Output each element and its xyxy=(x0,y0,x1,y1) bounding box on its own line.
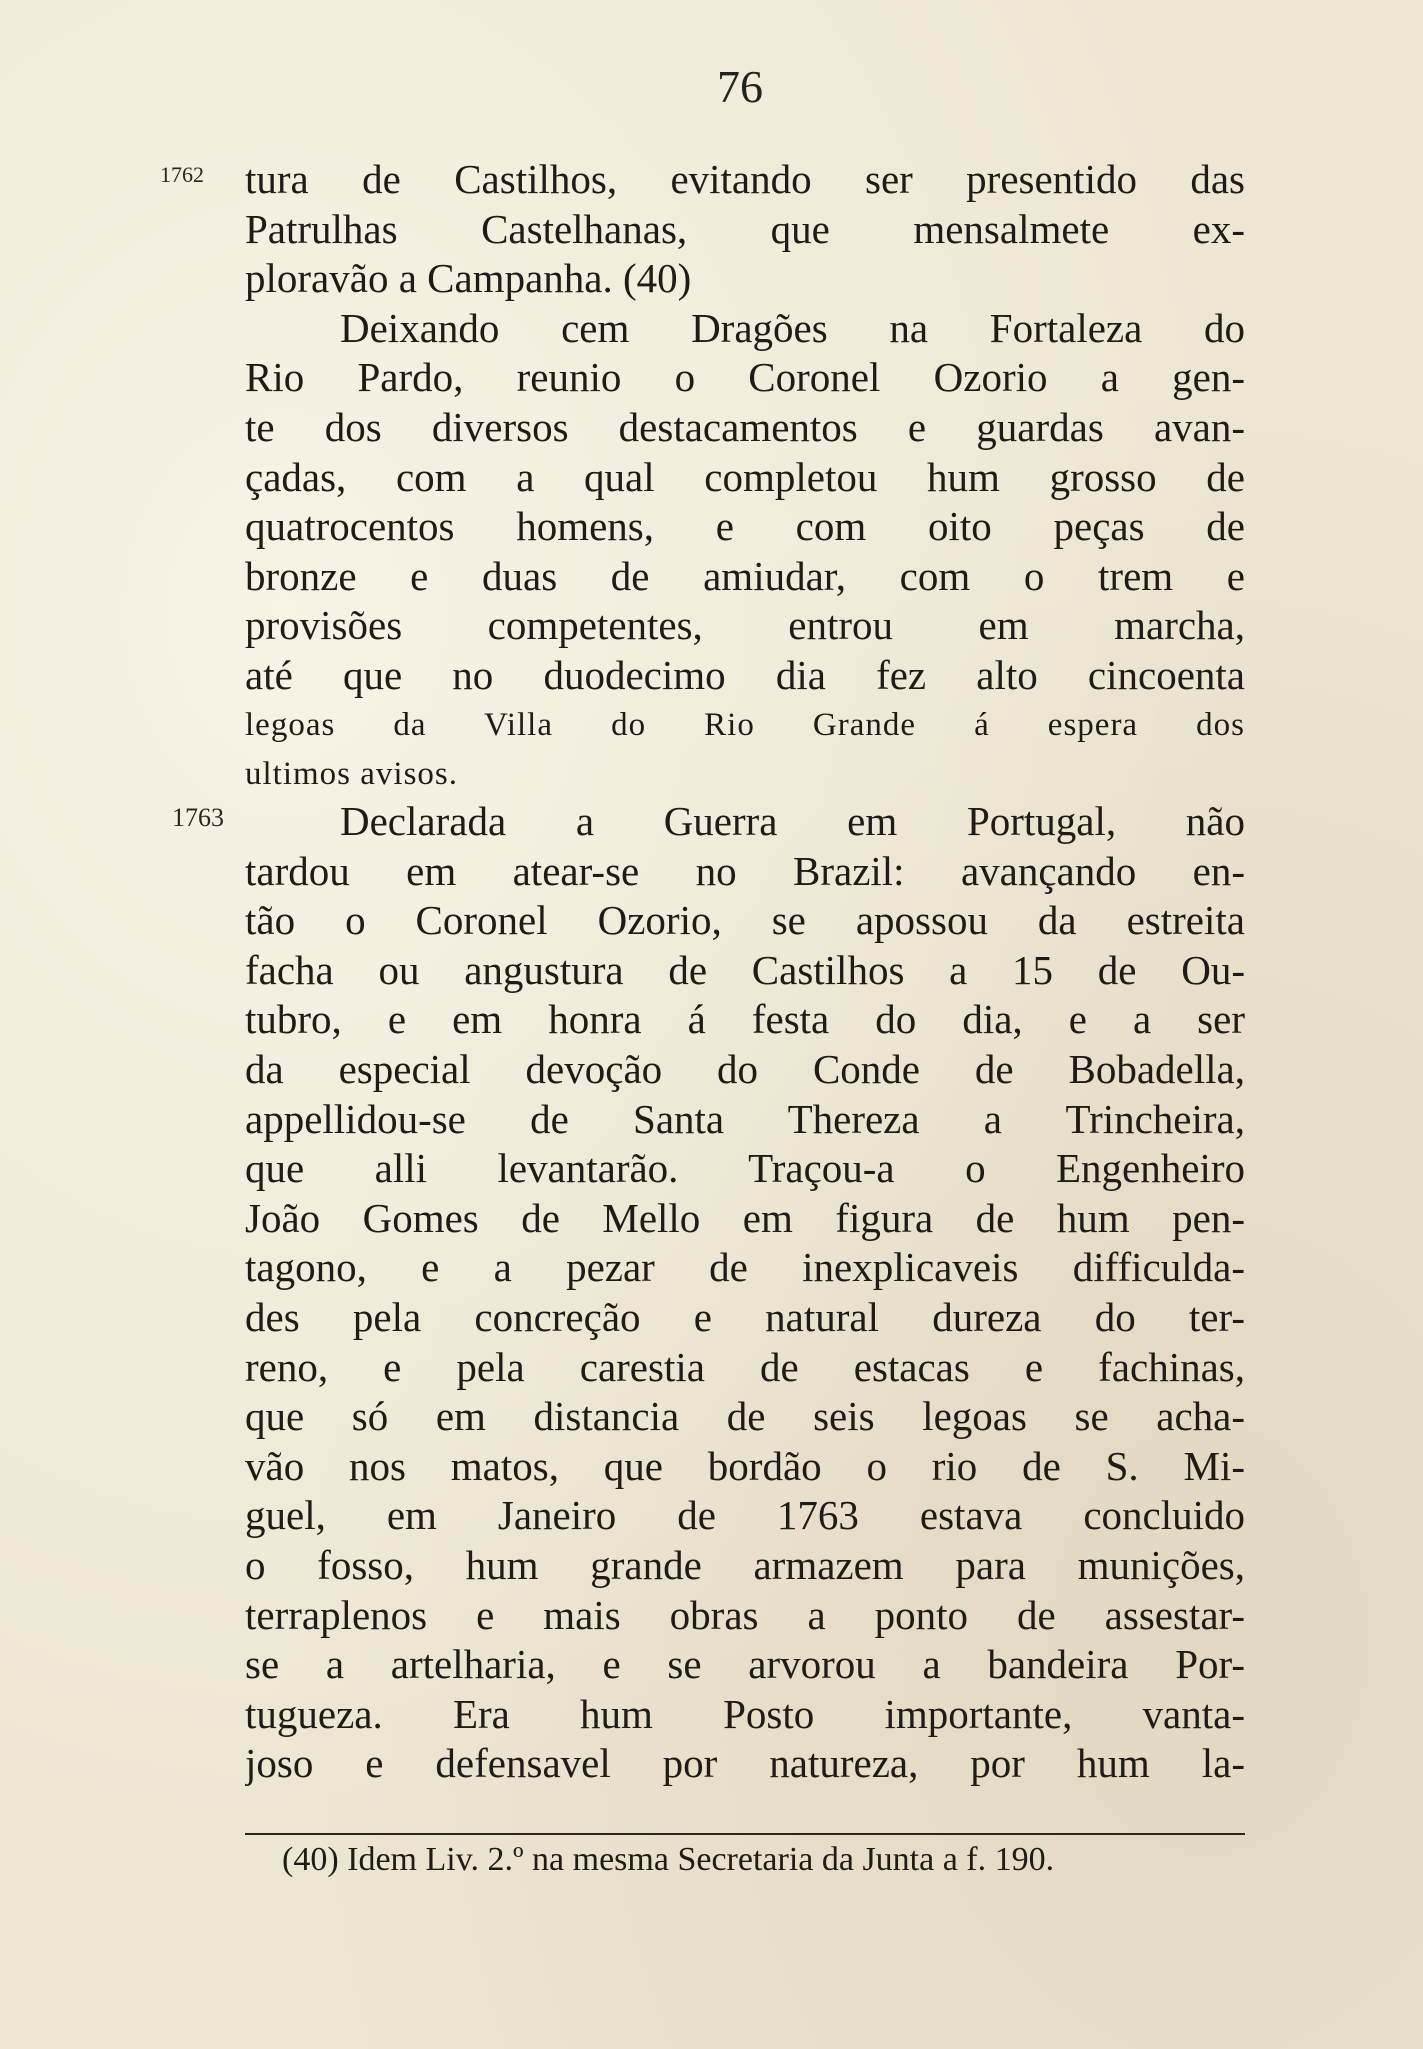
paragraph3-line: Declarada a Guerra em Portugal, não xyxy=(340,798,1245,844)
paragraph3-line: da especial devoção do Conde de Bobadella, xyxy=(245,1045,1245,1092)
paragraph3-line: vão nos matos, que bordão o rio de S. Mi- xyxy=(245,1442,1245,1489)
paragraph1-line: tura de Castilhos, evitando ser presentido das xyxy=(245,156,1245,202)
paragraph3-line: tubro, e em honra á festa do dia, e a ser xyxy=(245,996,1245,1043)
paragraph2-line: te dos diversos destacamentos e guardas avan- xyxy=(245,403,1245,450)
paragraph2-line: Deixando cem Dragões na Fortaleza do xyxy=(340,304,1245,351)
paragraph2-line: ultimos avisos. xyxy=(245,756,459,793)
paragraph2-line: provisões competentes, entrou em marcha, xyxy=(245,602,1245,649)
paragraph2-line: Rio Pardo, reunio o Coronel Ozorio a gen- xyxy=(245,354,1245,401)
paragraph3-line: guel, em Janeiro de 1763 estava concluido xyxy=(245,1492,1245,1539)
paragraph3-line: tugueza. Era hum Posto importante, vanta- xyxy=(245,1690,1245,1737)
paragraph2-line: bronze e duas de amiudar, com o trem e xyxy=(245,552,1245,599)
paragraph3-line: que alli levantarão. Traçou-a o Engenheiro xyxy=(245,1145,1245,1192)
paragraph1-line: Patrulhas Castelhanas, que mensalmete ex- xyxy=(245,205,1245,252)
paragraph2-line: até que no duodecimo dia fez alto cincoenta xyxy=(245,651,1245,698)
paragraph3-line: reno, e pela carestia de estacas e fachinas, xyxy=(245,1343,1245,1390)
paragraph3-line: se a artelharia, e se arvorou a bandeira Por- xyxy=(245,1641,1245,1688)
paragraph2-line: legoas da Villa do Rio Grande á espera dos xyxy=(245,706,1245,743)
footnote-rule xyxy=(245,1833,1245,1835)
paragraph3-line: terraplenos e mais obras a ponto de assestar- xyxy=(245,1591,1245,1638)
paragraph3-line: appellidou-se de Santa Thereza a Trincheira, xyxy=(245,1095,1245,1142)
paragraph3-line: facha ou angustura de Castilhos a 15 de Ou- xyxy=(245,946,1245,993)
paragraph3-line: João Gomes de Mello em figura de hum pen- xyxy=(245,1194,1245,1241)
text-block-bottom xyxy=(245,797,1245,1789)
text-block-top xyxy=(245,155,1245,800)
paragraph3-line: des pela concreção e natural dureza do ter- xyxy=(245,1293,1245,1340)
paragraph3-line: joso e defensavel por natureza, por hum la- xyxy=(245,1740,1245,1787)
paragraph3-line: tardou em atear-se no Brazil: avançando en- xyxy=(245,847,1245,894)
paragraph3-line: o fosso, hum grande armazem para munições, xyxy=(245,1541,1245,1588)
footnote: (40) Idem Liv. 2.º na mesma Secretaria da Junta a f. 190. xyxy=(282,1841,1055,1878)
margin-year-1763: 1763 xyxy=(172,803,224,832)
page-number: 76 xyxy=(717,61,763,112)
paragraph1-line: ploravão a Campanha. (40) xyxy=(245,255,692,302)
paragraph2-line: quatrocentos homens, e com oito peças de xyxy=(245,503,1245,550)
paragraph2-line: çadas, com a qual completou hum grosso de xyxy=(245,453,1245,500)
margin-year-1762: 1762 xyxy=(160,162,204,187)
paragraph3-line: tagono, e a pezar de inexplicaveis difficulda- xyxy=(245,1244,1245,1291)
paragraph3-line: que só em distancia de seis legoas se acha- xyxy=(245,1393,1245,1440)
paragraph3-line: tão o Coronel Ozorio, se apossou da estreita xyxy=(245,897,1245,944)
